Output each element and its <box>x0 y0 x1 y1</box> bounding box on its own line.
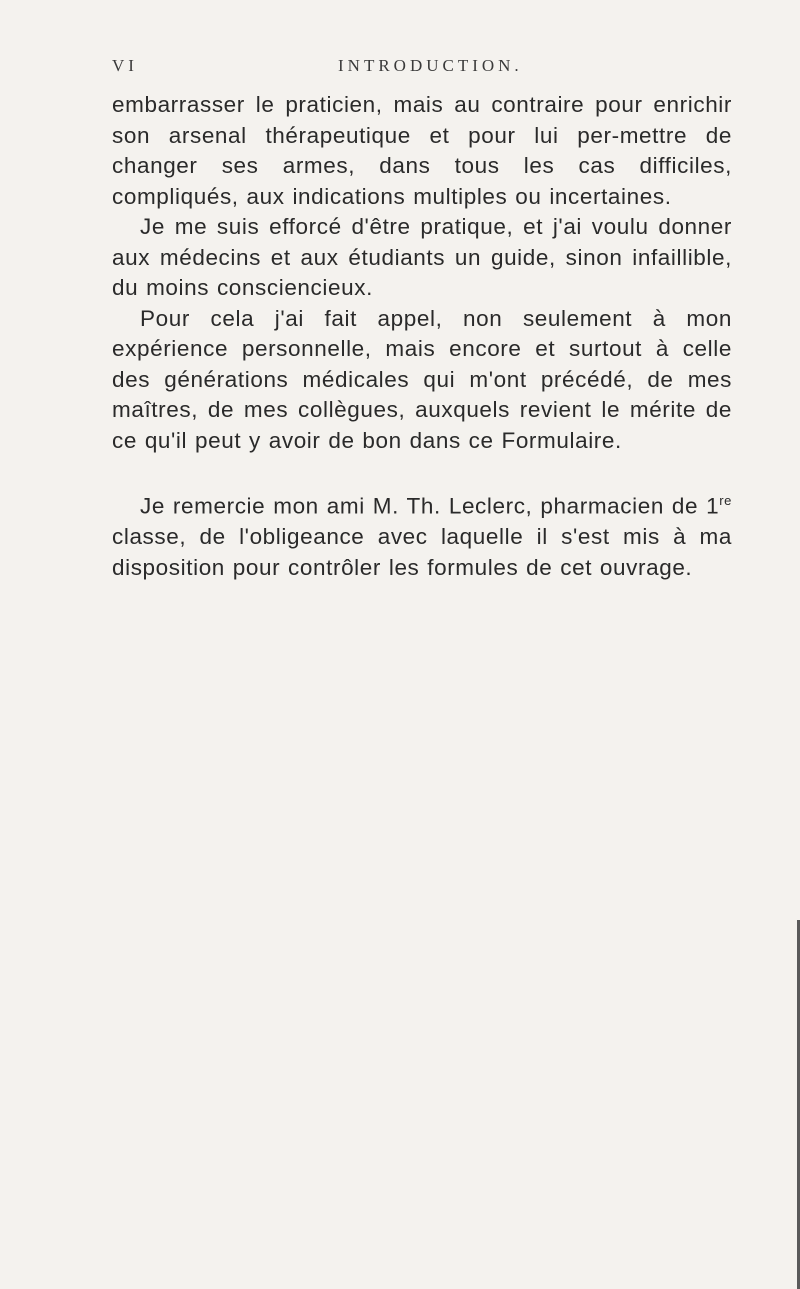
ordinal-superscript: re <box>719 493 732 508</box>
page-number: VI <box>112 56 138 75</box>
acknowledgement-text-start: Je remercie mon ami M. Th. Leclerc, pharmacien de 1 <box>140 493 720 519</box>
paragraph-experience: Pour cela j'ai fait appel, non seulement à mon expérience personnelle, mais encore et surtout à celle des générations médicales qui m'ont précédé, de mes maîtres, de mes collègues, auxquels revient le mérite de ce qu'il peut y avoir de bon dans ce Formulaire. <box>112 305 732 453</box>
running-title: INTRODUCTION. <box>338 56 523 75</box>
body-text <box>112 90 732 583</box>
acknowledgement-text-end: classe, de l'obligeance avec laquelle il s'est mis à ma disposition pour contrôler les formules de cet ouvrage. <box>112 524 732 580</box>
running-head <box>112 56 732 80</box>
paragraph-acknowledgement <box>112 486 732 583</box>
paragraph-continuation: embarrasser le praticien, mais au contraire pour enrichir son arsenal thérapeutique et pour lui per-mettre de changer ses armes, dans tous les cas difficiles, compliqués, aux indications multiples ou incertaines. <box>112 92 732 209</box>
paragraph-practical: Je me suis efforcé d'être pratique, et j'ai voulu donner aux médecins et aux étudiants un guide, sinon infaillible, du moins consciencieux. <box>112 214 732 300</box>
